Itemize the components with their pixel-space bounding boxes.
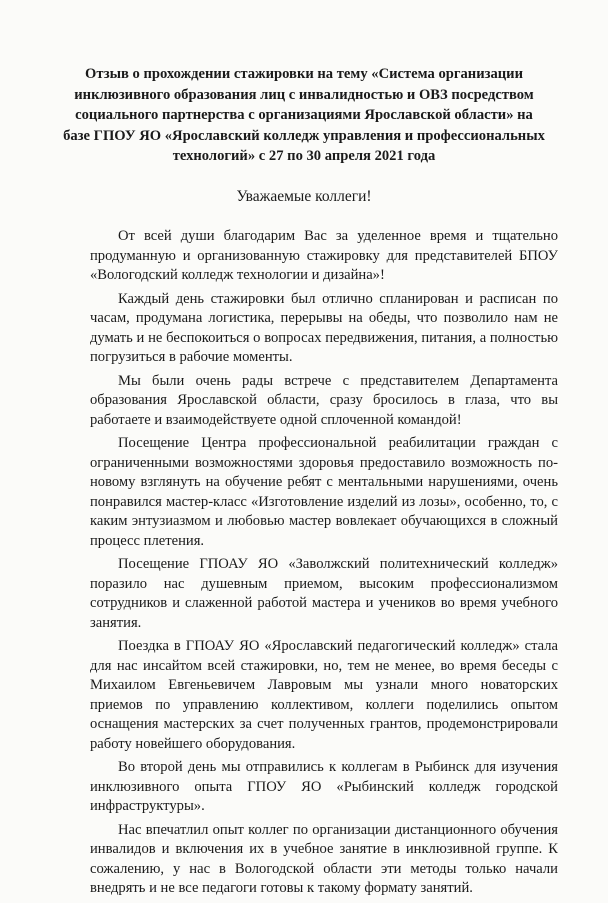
- greeting: Уважаемые коллеги!: [236, 188, 372, 205]
- paragraph-8: Нас впечатлил опыт коллег по организации дистанционного обучения инвалидов и включения их в учебное занятие в инклюзивной группе. К сожалению, у нас в Вологодской области эти методы только начали внедрять и не все педагоги готовы к такому формату занятий.: [90, 821, 558, 896]
- document-title: Отзыв о прохождении стажировки на тему «Система организации инклюзивного образования лиц с инвалидностью и ОВЗ посредством социального партнерства с организациями Ярославской области» на базе ГПОУ ЯО «Ярославский колледж управления и профессиональных технологий» с 27 по 30 апреля 2021 года: [63, 66, 545, 164]
- document-body: [90, 227, 558, 903]
- paragraph-1: От всей души благодарим Вас за уделенное время и тщательно продуманную и организованную стажировку для представителей БПОУ «Вологодский колледж технологии и дизайна»!: [90, 228, 558, 283]
- paragraph-5: Посещение ГПОАУ ЯО «Заволжский политехнический колледж» поразило нас душевным приемом, высоким профессионализмом сотрудников и слаженной работой мастера и учеников во время учебного занятия.: [90, 556, 558, 631]
- paragraph-4: Посещение Центра профессиональной реабилитации граждан с ограниченными возможностями здоровья предоставило возможность по-новому взглянуть на обучение ребят с ментальными нарушениями, очень понравился мастер-класс «Изготовление изделий из лозы», особенно, то, с каким энтузиазмом и любовью мастер вовлекает обучающихся в сложный процесс плетения.: [90, 435, 558, 549]
- paragraph-3: Мы были очень рады встрече с представителем Департамента образования Ярославской области, сразу бросилось в глаза, что вы работаете и взаимодействуете одной сплоченной командой!: [90, 372, 558, 428]
- paragraph-6: Поездка в ГПОАУ ЯО «Ярославский педагогический колледж» стала для нас инсайтом всей стажировки, но, тем не менее, во время беседы с Михаилом Евгеньевичем Лавровым мы узнали много новаторских приемов по управлению коллективом, коллеги поделились опытом оснащения мастерских за счет полученных грантов, продемонстрировали работу новейшего оборудования.: [90, 638, 558, 752]
- paragraph-2: Каждый день стажировки был отлично спланирован и расписан по часам, продумана логистика, перерывы на обеды, что позволило нам не думать и не беспокоиться о вопросах передвижения, питания, а полностью погрузиться в рабочие моменты.: [90, 290, 558, 365]
- paragraph-7: Во второй день мы отправились к коллегам в Рыбинск для изучения инклюзивного опыта ГПОУ ЯО «Рыбинский колледж городской инфраструктуры».: [90, 759, 558, 814]
